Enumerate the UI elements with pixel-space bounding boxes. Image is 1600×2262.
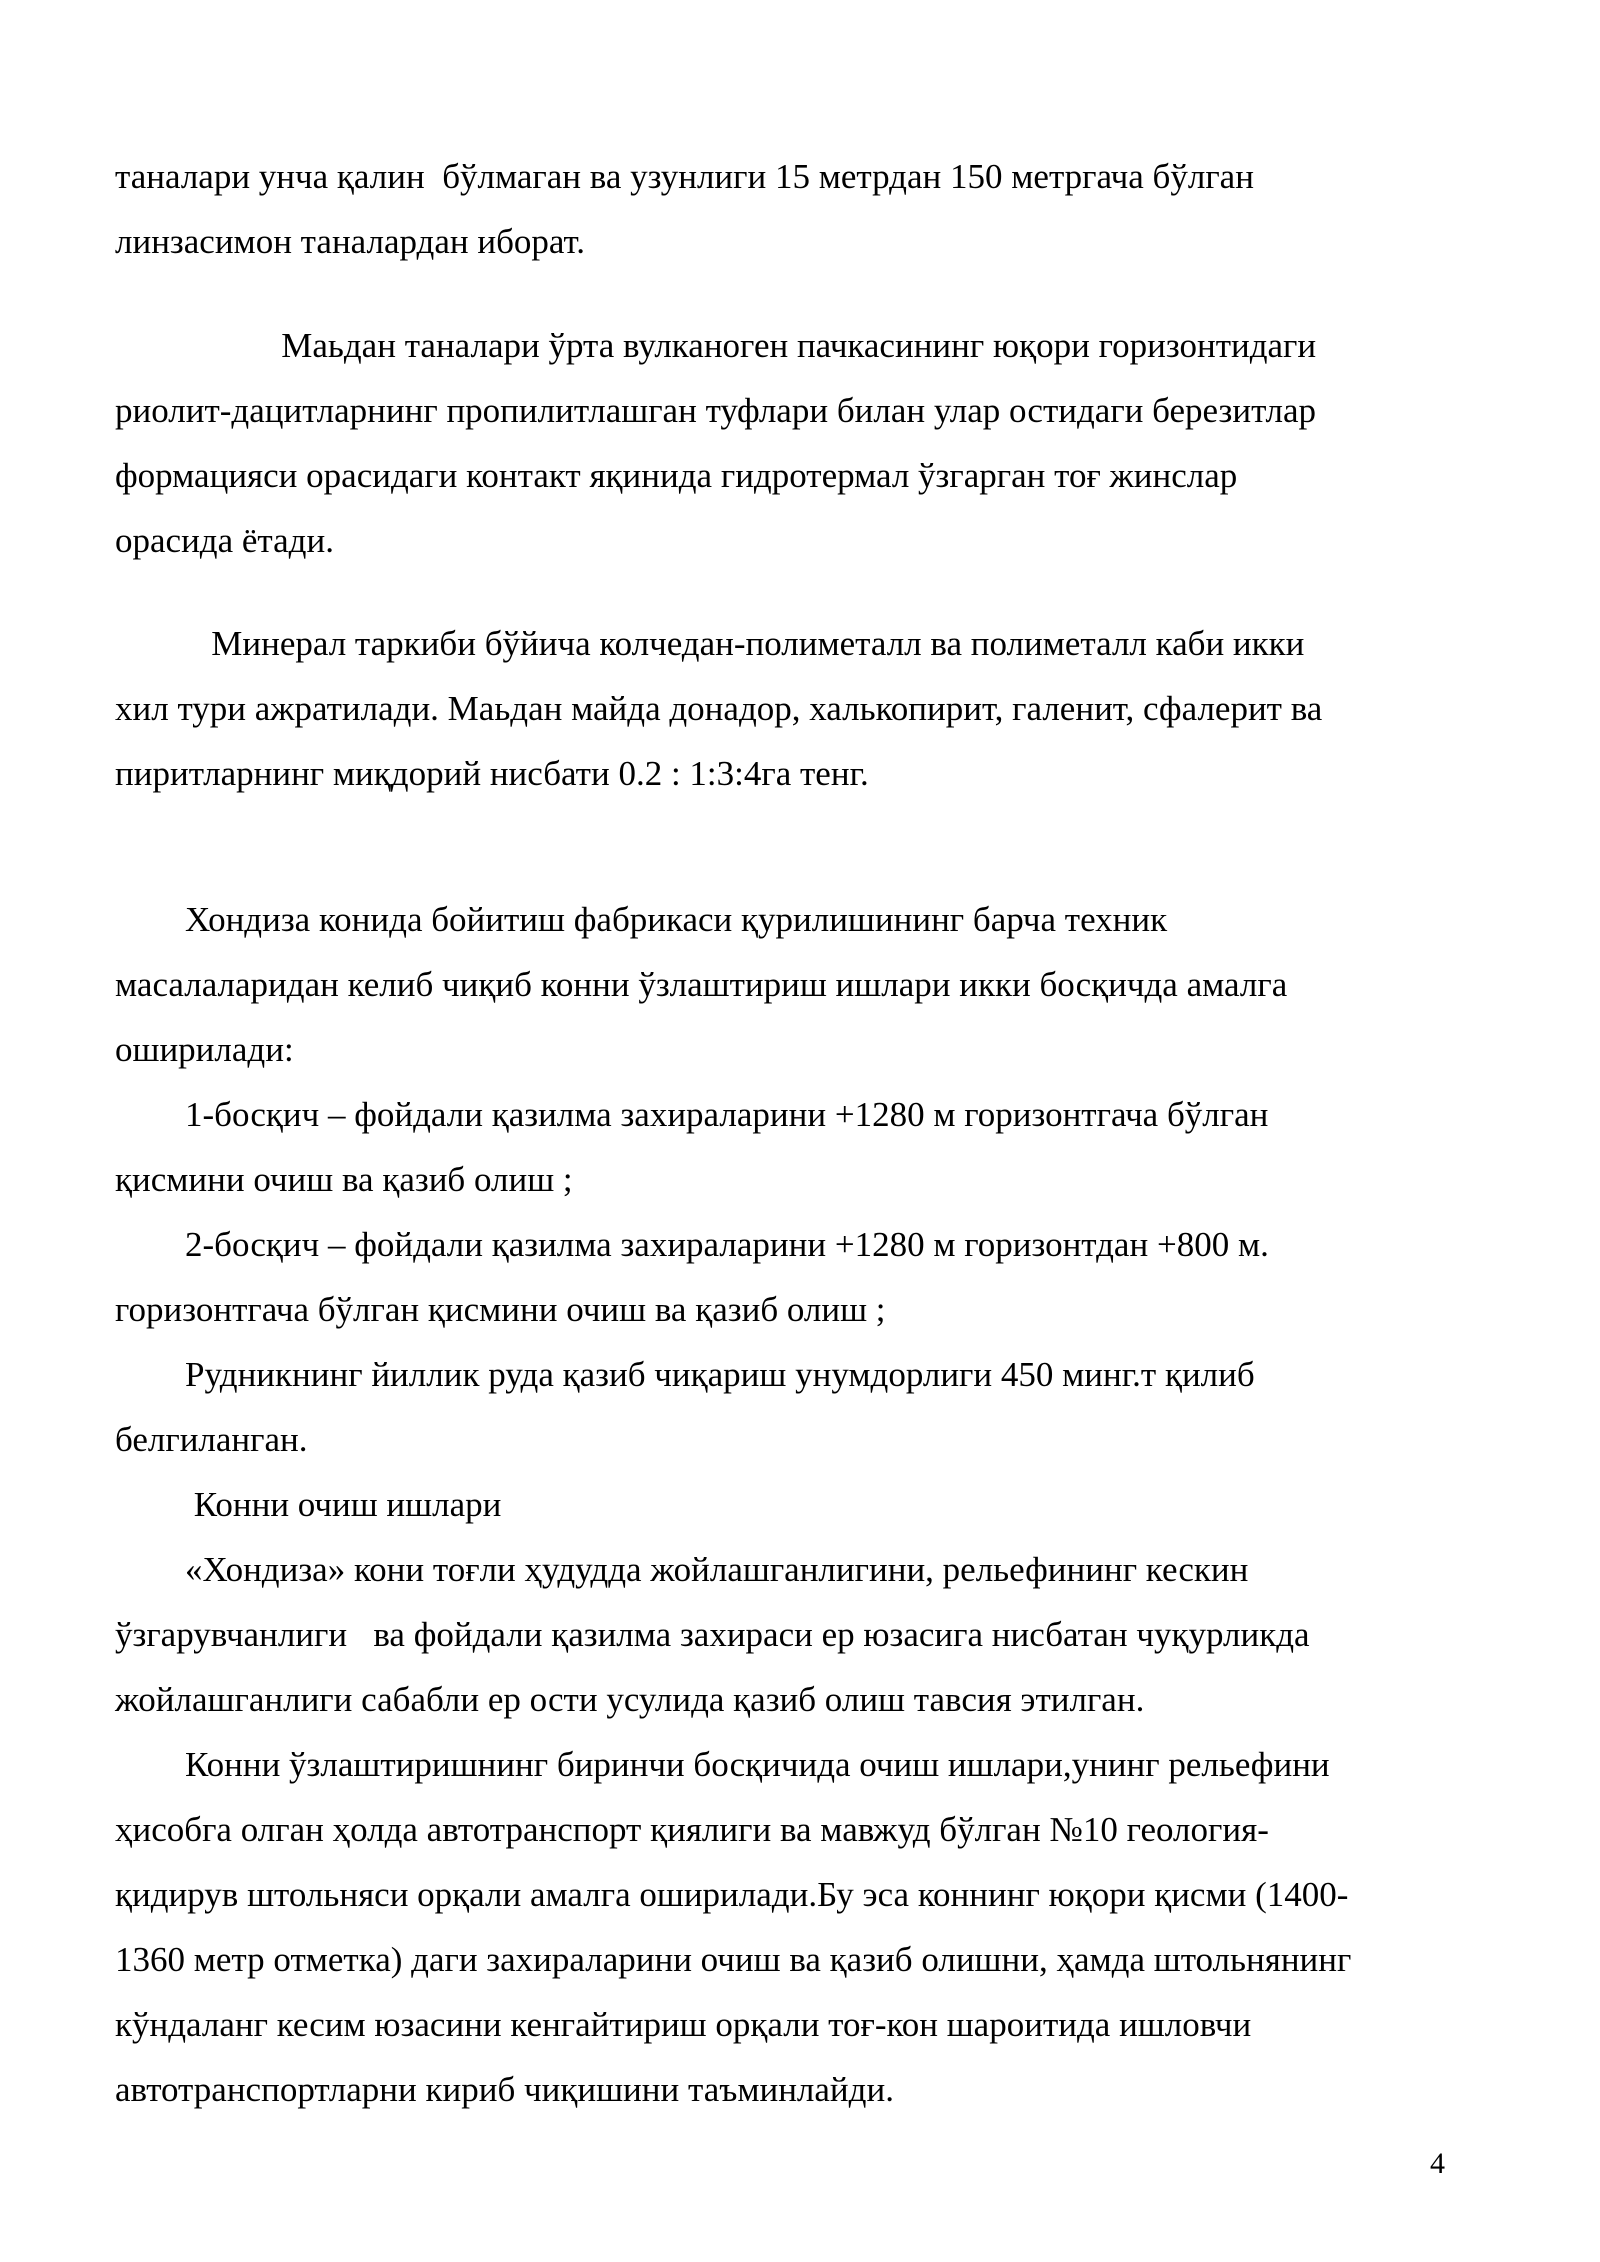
text-line: Хондиза конида бойитиш фабрикаси қурилишининг барча техник [115,900,1168,939]
text-line: «Хондиза» кони тоғли ҳудудда жойлашганлигини, рельефининг кескин [115,1550,1249,1589]
text-line: горизонтгача бўлган қисмини очиш ва қазиб олиш ; [115,1290,886,1329]
text-line: Конни ўзлаштиришнинг биринчи босқичида очиш ишлари,унинг рельефини [115,1745,1330,1784]
text-line: формацияси орасидаги контакт яқинида гидротермал ўзгарган тоғ жинслар [115,456,1238,495]
text-line: Минерал таркиби бўйича колчедан-полиметалл ва полиметалл каби икки [115,624,1305,663]
text-line: хил тури ажратилади. Маьдан майда донадор, халькопирит, галенит, сфалерит ва [115,689,1323,728]
text-line: оширилади: [115,1030,294,1069]
text-line: автотранспортларни кириб чиқишини таъминлайди. [115,2070,894,2109]
text-line: риолит-дацитларнинг пропилитлашган туфлари билан улар остидаги березитлар [115,391,1316,430]
text-line: 1360 метр отметка) даги захираларини очиш ва қазиб олишни, ҳамда штольнянинг [115,1940,1352,1979]
text-line: таналари унча қалин бўлмаган ва узунлиги 15 метрдан 150 метргача бўлган [115,157,1254,196]
page-number: 4 [1430,2147,1445,2180]
text-line: 1-босқич – фойдали қазилма захираларини +1280 м горизонтгача бўлган [115,1095,1269,1134]
text-line: масалаларидан келиб чиқиб конни ўзлаштириш ишлари икки босқичда амалга [115,965,1288,1004]
text-line: орасида ётади. [115,521,334,560]
text-line: Рудникнинг йиллик руда қазиб чиқариш унумдорлиги 450 минг.т қилиб [115,1355,1255,1394]
text-line: кўндаланг кесим юзасини кенгайтириш орқали тоғ-кон шароитида ишловчи [115,2005,1252,2044]
text-line: пиритларнинг миқдорий нисбати 0.2 : 1:3:4га тенг. [115,754,869,793]
text-line: линзасимон таналардан иборат. [115,222,585,261]
text-line: қисмини очиш ва қазиб олиш ; [115,1160,573,1199]
text-line: ўзгарувчанлиги ва фойдали қазилма захираси ер юзасига нисбатан чуқурликда [115,1615,1310,1654]
text-line: 2-босқич – фойдали қазилма захираларини +1280 м горизонтдан +800 м. [115,1225,1269,1264]
text-line: жойлашганлиги сабабли ер ости усулида қазиб олиш тавсия этилган. [115,1680,1145,1719]
text-line: Маьдан таналари ўрта вулканоген пачкасининг юқори горизонтидаги [115,326,1317,365]
text-line: белгиланган. [115,1420,308,1459]
section-heading: Конни очиш ишлари [115,1485,502,1524]
text-line: ҳисобга олган ҳолда автотранспорт қиялиги ва мавжуд бўлган №10 геология- [115,1810,1269,1849]
text-line: қидирув штольняси орқали амалга оширилади.Бу эса коннинг юқори қисми (1400- [115,1875,1349,1914]
